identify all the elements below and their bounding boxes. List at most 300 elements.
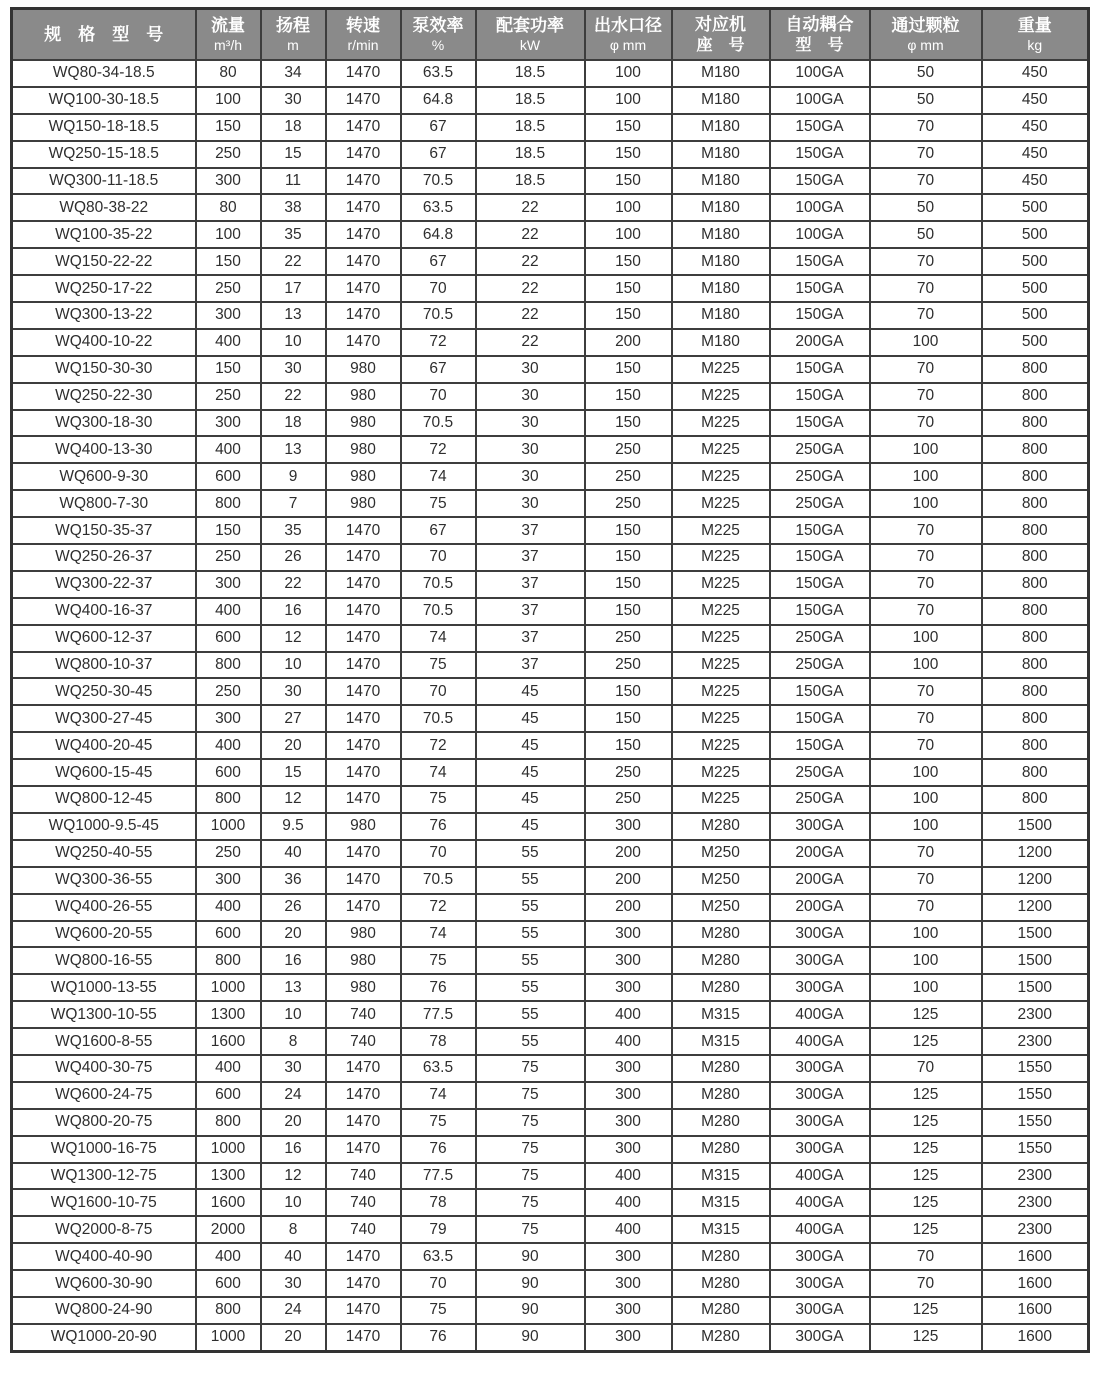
table-cell: 90 (476, 1270, 585, 1297)
table-cell: 70 (870, 1270, 982, 1297)
table-cell: 2300 (982, 1216, 1089, 1243)
table-cell: 1470 (326, 1055, 401, 1082)
table-cell: 90 (476, 1324, 585, 1351)
table-cell: 45 (476, 732, 585, 759)
column-header-label: 重量 (1017, 15, 1052, 35)
table-cell: 100GA (770, 87, 870, 114)
table-cell: 55 (476, 947, 585, 974)
table-cell: 1470 (326, 1270, 401, 1297)
table-cell: 980 (326, 410, 401, 437)
table-cell: 1470 (326, 275, 401, 302)
table-cell: 55 (476, 974, 585, 1001)
table-cell: M280 (672, 1297, 770, 1324)
model-cell: WQ800-24-90 (12, 1297, 196, 1324)
table-cell: 800 (982, 436, 1089, 463)
table-cell: 30 (261, 678, 326, 705)
table-cell: M315 (672, 1216, 770, 1243)
table-cell: 250 (585, 786, 672, 813)
table-cell: 250GA (770, 625, 870, 652)
table-cell: 76 (401, 1324, 476, 1351)
table-cell: 800 (196, 1109, 261, 1136)
table-cell: 70.5 (401, 705, 476, 732)
table-cell: 250GA (770, 463, 870, 490)
table-cell: 980 (326, 383, 401, 410)
table-cell: 400GA (770, 1001, 870, 1028)
table-cell: 75 (476, 1163, 585, 1190)
table-cell: 75 (476, 1082, 585, 1109)
table-cell: 250 (196, 383, 261, 410)
table-cell: 75 (401, 1109, 476, 1136)
table-cell: M225 (672, 383, 770, 410)
table-cell: 22 (476, 275, 585, 302)
table-cell: 100GA (770, 60, 870, 87)
table-cell: 70.5 (401, 867, 476, 894)
table-cell: 45 (476, 813, 585, 840)
table-cell: 100 (870, 947, 982, 974)
table-cell: 300GA (770, 1297, 870, 1324)
table-cell: 13 (261, 436, 326, 463)
table-cell: 15 (261, 759, 326, 786)
table-cell: 300 (585, 1136, 672, 1163)
table-cell: 1000 (196, 1324, 261, 1351)
table-cell: 1600 (982, 1324, 1089, 1351)
table-cell: 20 (261, 1324, 326, 1351)
table-cell: 250 (196, 840, 261, 867)
table-cell: 100 (585, 87, 672, 114)
column-header-label: 泵效率 (412, 15, 464, 35)
table-cell: 64.8 (401, 221, 476, 248)
table-cell: 27 (261, 705, 326, 732)
table-cell: 150GA (770, 168, 870, 195)
table-cell: 90 (476, 1243, 585, 1270)
table-cell: 500 (982, 275, 1089, 302)
table-cell: 400 (585, 1189, 672, 1216)
table-cell: 1470 (326, 571, 401, 598)
table-cell: 1470 (326, 248, 401, 275)
table-cell: 30 (476, 436, 585, 463)
table-row (12, 141, 1089, 168)
table-cell: 150 (585, 275, 672, 302)
table-cell: 70 (401, 544, 476, 571)
column-header-label: 对应机 (695, 14, 746, 34)
table-cell: 1470 (326, 840, 401, 867)
table-row (12, 1001, 1089, 1028)
table-cell: 80 (196, 60, 261, 87)
table-cell: 1600 (196, 1028, 261, 1055)
table-row (12, 786, 1089, 813)
table-cell: 1470 (326, 194, 401, 221)
table-cell: 70 (401, 840, 476, 867)
column-header (982, 9, 1089, 61)
column-header (196, 9, 261, 61)
table-cell: 22 (476, 302, 585, 329)
table-cell: 1470 (326, 168, 401, 195)
table-cell: 70 (870, 840, 982, 867)
table-cell: 18.5 (476, 87, 585, 114)
table-cell: 55 (476, 921, 585, 948)
table-row (12, 544, 1089, 571)
table-cell: M280 (672, 1136, 770, 1163)
table-cell: 70 (870, 356, 982, 383)
table-cell: 300 (585, 921, 672, 948)
table-cell: 150 (196, 248, 261, 275)
model-cell: WQ600-24-75 (12, 1082, 196, 1109)
table-cell: 70 (870, 302, 982, 329)
table-row (12, 436, 1089, 463)
table-cell: 300GA (770, 1324, 870, 1351)
table-cell: 22 (476, 194, 585, 221)
table-cell: 200GA (770, 329, 870, 356)
table-cell: 13 (261, 974, 326, 1001)
table-cell: 67 (401, 141, 476, 168)
table-row (12, 571, 1089, 598)
table-cell: 150 (585, 678, 672, 705)
table-cell: 70 (870, 248, 982, 275)
table-row (12, 1216, 1089, 1243)
table-cell: 100 (870, 759, 982, 786)
table-cell: 250 (196, 141, 261, 168)
table-cell: 72 (401, 732, 476, 759)
model-cell: WQ300-18-30 (12, 410, 196, 437)
table-cell: 30 (261, 1270, 326, 1297)
table-cell: 1000 (196, 974, 261, 1001)
table-body (12, 60, 1089, 1351)
table-cell: 980 (326, 490, 401, 517)
table-cell: 450 (982, 168, 1089, 195)
table-cell: 70 (401, 275, 476, 302)
table-cell: M225 (672, 625, 770, 652)
table-cell: 980 (326, 436, 401, 463)
column-header-unit: m (287, 37, 299, 54)
table-row (12, 60, 1089, 87)
table-cell: 55 (476, 840, 585, 867)
table-cell: 24 (261, 1082, 326, 1109)
table-cell: 600 (196, 759, 261, 786)
table-cell: 300GA (770, 1270, 870, 1297)
model-cell: WQ400-10-22 (12, 329, 196, 356)
table-cell: 200GA (770, 894, 870, 921)
table-row (12, 383, 1089, 410)
model-cell: WQ80-38-22 (12, 194, 196, 221)
table-cell: 800 (982, 544, 1089, 571)
table-cell: 250 (585, 463, 672, 490)
table-cell: 1300 (196, 1163, 261, 1190)
table-cell: M280 (672, 1055, 770, 1082)
table-cell: 76 (401, 813, 476, 840)
table-cell: 30 (261, 87, 326, 114)
table-cell: 75 (476, 1055, 585, 1082)
model-cell: WQ150-22-22 (12, 248, 196, 275)
table-cell: 20 (261, 921, 326, 948)
table-cell: 20 (261, 732, 326, 759)
table-cell: M315 (672, 1163, 770, 1190)
table-cell: 450 (982, 60, 1089, 87)
table-cell: 1600 (196, 1189, 261, 1216)
table-cell: 74 (401, 759, 476, 786)
table-row (12, 1324, 1089, 1351)
table-cell: M280 (672, 1109, 770, 1136)
table-cell: M180 (672, 275, 770, 302)
column-header (401, 9, 476, 61)
table-cell: 980 (326, 813, 401, 840)
table-cell: 70.5 (401, 168, 476, 195)
column-header (770, 9, 870, 61)
table-cell: 250GA (770, 759, 870, 786)
table-cell: 300 (585, 1243, 672, 1270)
table-cell: 22 (261, 248, 326, 275)
table-cell: 250 (585, 625, 672, 652)
table-cell: M225 (672, 598, 770, 625)
column-header-unit: m³/h (214, 37, 242, 54)
model-cell: WQ300-11-18.5 (12, 168, 196, 195)
table-cell: 450 (982, 141, 1089, 168)
table-row (12, 194, 1089, 221)
table-cell: 20 (261, 1109, 326, 1136)
table-cell: 150 (585, 248, 672, 275)
table-cell: 200 (585, 329, 672, 356)
column-header-label: 配套功率 (496, 15, 564, 35)
table-cell: 150GA (770, 114, 870, 141)
table-cell: 55 (476, 1001, 585, 1028)
column-header-unit: 座 号 (696, 37, 745, 55)
table-cell: 125 (870, 1324, 982, 1351)
model-cell: WQ300-27-45 (12, 705, 196, 732)
table-cell: 74 (401, 1082, 476, 1109)
table-cell: 125 (870, 1028, 982, 1055)
table-cell: 72 (401, 894, 476, 921)
table-cell: M225 (672, 759, 770, 786)
table-cell: 150GA (770, 732, 870, 759)
table-cell: 250 (196, 678, 261, 705)
table-cell: 1470 (326, 625, 401, 652)
table-cell: 100 (196, 87, 261, 114)
table-cell: 1470 (326, 302, 401, 329)
model-cell: WQ300-22-37 (12, 571, 196, 598)
table-cell: 2300 (982, 1001, 1089, 1028)
table-row (12, 356, 1089, 383)
table-cell: 250 (196, 544, 261, 571)
table-cell: 125 (870, 1297, 982, 1324)
table-cell: 37 (476, 652, 585, 679)
model-cell: WQ250-15-18.5 (12, 141, 196, 168)
table-cell: 125 (870, 1082, 982, 1109)
table-cell: 150 (585, 705, 672, 732)
table-cell: 1470 (326, 786, 401, 813)
table-cell: 125 (870, 1163, 982, 1190)
table-cell: 1470 (326, 329, 401, 356)
table-cell: M180 (672, 141, 770, 168)
table-cell: 1500 (982, 947, 1089, 974)
table-cell: 9.5 (261, 813, 326, 840)
table-cell: M280 (672, 1243, 770, 1270)
table-cell: 800 (982, 759, 1089, 786)
table-cell: 45 (476, 759, 585, 786)
table-cell: 800 (982, 356, 1089, 383)
table-cell: 250GA (770, 786, 870, 813)
table-cell: 1470 (326, 1109, 401, 1136)
table-cell: 9 (261, 463, 326, 490)
table-cell: M280 (672, 1270, 770, 1297)
table-cell: M225 (672, 463, 770, 490)
model-cell: WQ1300-12-75 (12, 1163, 196, 1190)
table-cell: 500 (982, 194, 1089, 221)
table-row (12, 625, 1089, 652)
column-header (476, 9, 585, 61)
table-cell: 150 (585, 114, 672, 141)
column-header-unit: 型 号 (795, 37, 844, 55)
table-cell: 400 (196, 1055, 261, 1082)
table-cell: 70.5 (401, 598, 476, 625)
table-cell: M180 (672, 194, 770, 221)
table-cell: 250GA (770, 436, 870, 463)
model-cell: WQ150-30-30 (12, 356, 196, 383)
table-cell: 150 (585, 732, 672, 759)
column-header-label: 规 格 型 号 (44, 24, 164, 44)
table-cell: 1470 (326, 114, 401, 141)
table-cell: 150 (585, 410, 672, 437)
table-cell: 7 (261, 490, 326, 517)
model-cell: WQ250-26-37 (12, 544, 196, 571)
table-cell: 1000 (196, 1136, 261, 1163)
table-cell: 150GA (770, 705, 870, 732)
model-cell: WQ150-35-37 (12, 517, 196, 544)
table-cell: 70 (870, 114, 982, 141)
table-row (12, 1189, 1089, 1216)
table-cell: 22 (476, 248, 585, 275)
table-cell: M280 (672, 921, 770, 948)
table-cell: 200 (585, 894, 672, 921)
table-cell: 70 (401, 383, 476, 410)
model-cell: WQ1300-10-55 (12, 1001, 196, 1028)
table-cell: 800 (982, 517, 1089, 544)
table-cell: 70 (870, 168, 982, 195)
table-cell: M180 (672, 302, 770, 329)
table-cell: 800 (982, 571, 1089, 598)
table-cell: M315 (672, 1001, 770, 1028)
table-cell: 450 (982, 87, 1089, 114)
model-cell: WQ150-18-18.5 (12, 114, 196, 141)
table-cell: 300 (196, 302, 261, 329)
table-row (12, 221, 1089, 248)
table-cell: M225 (672, 652, 770, 679)
table-cell: 300 (585, 813, 672, 840)
table-cell: 400 (585, 1001, 672, 1028)
table-cell: 1470 (326, 221, 401, 248)
column-header (585, 9, 672, 61)
table-cell: 1470 (326, 894, 401, 921)
table-cell: 72 (401, 436, 476, 463)
table-cell: 150 (196, 517, 261, 544)
table-cell: 150GA (770, 544, 870, 571)
model-cell: WQ1600-10-75 (12, 1189, 196, 1216)
table-row (12, 598, 1089, 625)
table-cell: 16 (261, 947, 326, 974)
table-cell: 100 (870, 652, 982, 679)
table-cell: 2300 (982, 1189, 1089, 1216)
table-cell: M180 (672, 114, 770, 141)
table-cell: 600 (196, 463, 261, 490)
table-cell: 1470 (326, 1082, 401, 1109)
table-cell: 100 (870, 329, 982, 356)
table-cell: M315 (672, 1028, 770, 1055)
table-cell: 1470 (326, 1297, 401, 1324)
table-cell: 300GA (770, 974, 870, 1001)
model-cell: WQ1600-8-55 (12, 1028, 196, 1055)
model-cell: WQ400-30-75 (12, 1055, 196, 1082)
table-cell: 70 (870, 1243, 982, 1270)
table-cell: 22 (261, 383, 326, 410)
model-cell: WQ400-26-55 (12, 894, 196, 921)
table-cell: 980 (326, 356, 401, 383)
column-header-unit: r/min (347, 37, 379, 54)
table-cell: 125 (870, 1189, 982, 1216)
model-cell: WQ800-7-30 (12, 490, 196, 517)
table-cell: 70 (870, 678, 982, 705)
table-row (12, 1028, 1089, 1055)
table-cell: 150 (585, 571, 672, 598)
table-cell: 1550 (982, 1136, 1089, 1163)
table-cell: 70 (870, 571, 982, 598)
table-cell: 300 (196, 410, 261, 437)
table-cell: 26 (261, 544, 326, 571)
table-cell: 78 (401, 1189, 476, 1216)
table-row (12, 947, 1089, 974)
table-cell: 150GA (770, 598, 870, 625)
table-cell: 18 (261, 410, 326, 437)
table-cell: 70 (870, 598, 982, 625)
table-cell: 800 (982, 732, 1089, 759)
column-header-unit: kW (519, 37, 541, 54)
table-cell: 1470 (326, 598, 401, 625)
table-cell: 75 (476, 1216, 585, 1243)
table-cell: 70 (870, 705, 982, 732)
table-row (12, 1243, 1089, 1270)
table-cell: 150GA (770, 275, 870, 302)
table-cell: 18.5 (476, 114, 585, 141)
table-cell: 150 (585, 517, 672, 544)
model-cell: WQ1000-9.5-45 (12, 813, 196, 840)
table-cell: 70 (870, 867, 982, 894)
table-cell: 1470 (326, 652, 401, 679)
table-cell: 1470 (326, 60, 401, 87)
table-cell: 30 (476, 463, 585, 490)
table-cell: 1470 (326, 141, 401, 168)
table-cell: 75 (401, 1297, 476, 1324)
table-cell: 1470 (326, 1324, 401, 1351)
table-cell: 74 (401, 921, 476, 948)
table-cell: 300 (196, 705, 261, 732)
column-header-label: 通过颗粒 (891, 15, 960, 35)
table-cell: 800 (982, 705, 1089, 732)
table-cell: 74 (401, 625, 476, 652)
column-header-unit: % (431, 37, 445, 54)
table-cell: 740 (326, 1163, 401, 1190)
table-cell: 72 (401, 329, 476, 356)
table-cell: 70.5 (401, 410, 476, 437)
table-cell: 30 (476, 383, 585, 410)
table-cell: 740 (326, 1028, 401, 1055)
table-cell: 300GA (770, 1109, 870, 1136)
table-cell: 67 (401, 114, 476, 141)
table-cell: M225 (672, 544, 770, 571)
table-row (12, 921, 1089, 948)
table-cell: 75 (476, 1109, 585, 1136)
table-row (12, 652, 1089, 679)
table-row (12, 1109, 1089, 1136)
table-cell: 76 (401, 1136, 476, 1163)
table-cell: 800 (982, 598, 1089, 625)
table-cell: 100 (585, 194, 672, 221)
